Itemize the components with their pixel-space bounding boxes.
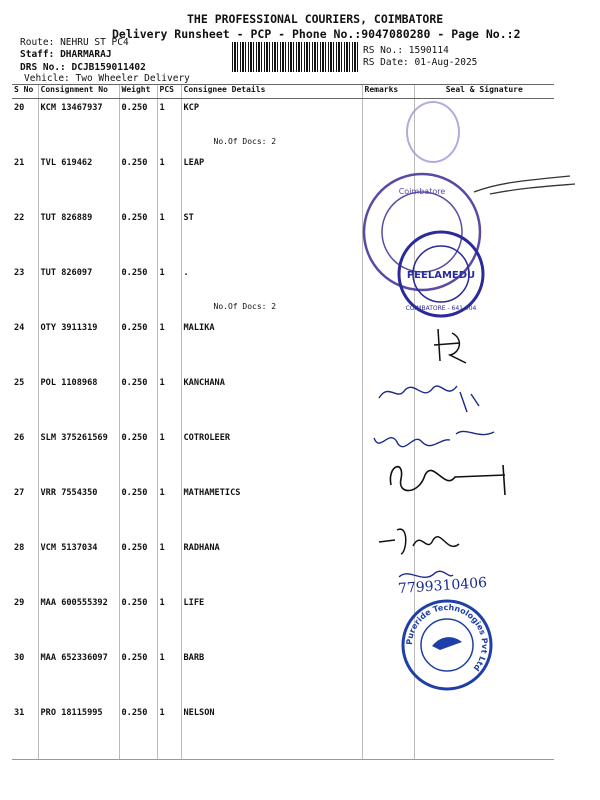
row-weight: 0.250 (119, 154, 157, 209)
row-weight: 0.250 (119, 264, 157, 319)
row-consignment: MAA 600555392 (38, 594, 119, 649)
row-consignee: RADHANA (181, 539, 362, 594)
row-pcs: 1 (157, 484, 181, 539)
pureride-stamp-icon (400, 598, 495, 693)
row-weight: 0.250 (119, 649, 157, 704)
row-weight: 0.250 (119, 99, 157, 155)
row-consignee: COTROLEER (181, 429, 362, 484)
row-consignment: VRR 7554350 (38, 484, 119, 539)
table-row (12, 99, 554, 155)
row-pcs: 1 (157, 264, 181, 319)
peelamedu-stamp-icon (395, 230, 490, 320)
row-consignment: KCM 13467937 (38, 99, 119, 155)
signature-icon (385, 455, 525, 500)
row-consignment: TVL 619462 (38, 154, 119, 209)
row-remarks (362, 704, 414, 760)
col-seal: Seal & Signature (414, 85, 554, 99)
row-consignment: SLM 375261569 (38, 429, 119, 484)
row-weight: 0.250 (119, 539, 157, 594)
row-weight: 0.250 (119, 484, 157, 539)
drs-line: DRS No.: DCJB159011402 (20, 62, 146, 73)
row-sno: 30 (14, 653, 25, 663)
row-consignee: ST (181, 209, 362, 264)
row-consignee: NELSON (181, 704, 362, 760)
row-consignment: TUT 826889 (38, 209, 119, 264)
row-consignee: BARB (181, 649, 362, 704)
route-line: Route: NEHRU ST PC4 (20, 37, 129, 48)
rs-number: RS No.: 1590114 (363, 45, 449, 56)
row-weight: 0.250 (119, 319, 157, 374)
row-weight: 0.250 (119, 209, 157, 264)
row-consignee: MATHAMETICS (181, 484, 362, 539)
row-consignee: . No.Of Docs: 2 (181, 264, 362, 319)
row-consignment: OTY 3911319 (38, 319, 119, 374)
row-consignee: LEAP (181, 154, 362, 209)
row-sno: 28 (14, 543, 25, 553)
row-consignee: KANCHANA (181, 374, 362, 429)
stamp-icon (406, 101, 460, 163)
docs-note: No.Of Docs: 2 (213, 302, 277, 311)
row-sno: 25 (14, 378, 25, 388)
row-consignee: MALIKA (181, 319, 362, 374)
row-consignment: MAA 652336097 (38, 649, 119, 704)
table-row (12, 319, 554, 374)
row-sno: 26 (14, 433, 25, 443)
row-pcs: 1 (157, 649, 181, 704)
col-remarks: Remarks (362, 85, 414, 99)
staff-value: DHARMARAJ (60, 49, 112, 60)
row-remarks (362, 319, 414, 374)
row-consignee: KCP No.Of Docs: 2 (181, 99, 362, 155)
row-sno: 27 (14, 488, 25, 498)
row-pcs: 1 (157, 374, 181, 429)
handwritten-phone: 7799310406 (397, 574, 488, 598)
col-pcs: PCS (157, 85, 181, 99)
row-sno: 20 (14, 103, 25, 113)
table-header-row (12, 85, 554, 99)
row-seal (414, 704, 554, 760)
drs-value: DCJB159011402 (71, 62, 146, 73)
svg-text:Pureride Technologies Pvt Ltd: Pureride Technologies Pvt Ltd (404, 602, 490, 673)
signature-icon (370, 418, 500, 458)
row-sno: 29 (14, 598, 25, 608)
table-row (12, 704, 554, 760)
barcode-icon (232, 42, 360, 72)
runsheet-title: Delivery Runsheet - PCP - Phone No.:9047080280 - Page No.:2 (112, 27, 521, 41)
staff-line: Staff: DHARMARAJ (20, 49, 112, 60)
signature-icon (430, 325, 470, 365)
row-consignment: VCM 5137034 (38, 539, 119, 594)
vehicle-value: Two Wheeler Delivery (75, 73, 190, 84)
row-consignee: LIFE (181, 594, 362, 649)
col-sno: S No (12, 85, 38, 99)
row-weight: 0.250 (119, 594, 157, 649)
signature-icon (375, 372, 485, 417)
vehicle-line: Vehicle: Two Wheeler Delivery (24, 73, 190, 84)
col-weight: Weight (119, 85, 157, 99)
row-pcs: 1 (157, 704, 181, 760)
svg-text:PEELAMEDU: PEELAMEDU (406, 270, 476, 281)
row-weight: 0.250 (119, 704, 157, 760)
row-weight: 0.250 (119, 374, 157, 429)
row-sno: 24 (14, 323, 25, 333)
row-consignment: POL 1108968 (38, 374, 119, 429)
row-weight: 0.250 (119, 429, 157, 484)
row-sno: 22 (14, 213, 25, 223)
row-pcs: 1 (157, 209, 181, 264)
row-pcs: 1 (157, 154, 181, 209)
row-pcs: 1 (157, 319, 181, 374)
row-pcs: 1 (157, 99, 181, 155)
col-consignment: Consignment No (38, 85, 119, 99)
docs-note: No.Of Docs: 2 (213, 137, 277, 146)
row-pcs: 1 (157, 594, 181, 649)
row-pcs: 1 (157, 539, 181, 594)
row-pcs: 1 (157, 429, 181, 484)
row-consignment: TUT 826097 (38, 264, 119, 319)
row-sno: 21 (14, 158, 25, 168)
rs-date: RS Date: 01-Aug-2025 (363, 57, 478, 68)
svg-text:COIMBATORE - 641 004: COIMBATORE - 641 004 (405, 305, 477, 312)
signature-icon (375, 520, 465, 560)
row-consignment: PRO 18115995 (38, 704, 119, 760)
col-consignee: Consignee Details (181, 85, 362, 99)
row-sno: 31 (12, 704, 38, 760)
row-sno: 23 (14, 268, 25, 278)
svg-text:Coimbatore: Coimbatore (398, 187, 446, 196)
company-title: THE PROFESSIONAL COURIERS, COIMBATORE (187, 12, 444, 26)
route-value: NEHRU ST PC4 (60, 37, 129, 48)
